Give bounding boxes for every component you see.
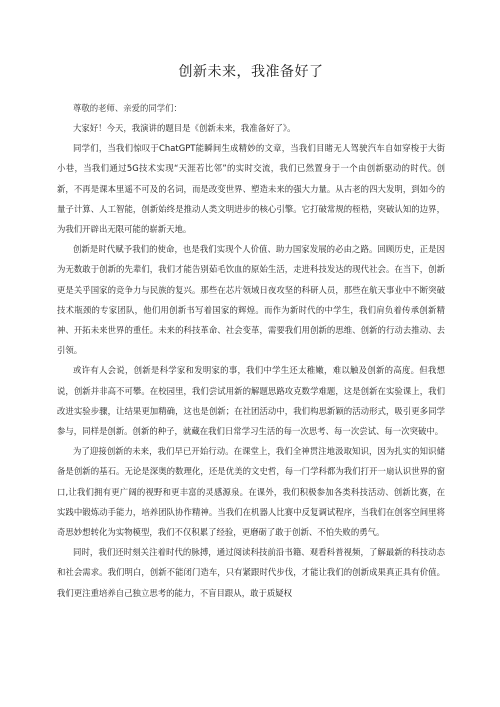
paragraph-mission: 创新是时代赋予我们的使命，也是我们实现个人价值、助力国家发展的必由之路。回顾历史，正是因为无数敢于创新的先辈们，我们才能告别茹毛饮血的原始生活，走进科技发达的现代社会。在当下，创新更是关乎国家的竞争力与民族的复兴。那些在芯片领域日夜攻坚的科研人员，那些在航天事业中不断突破技术瓶颈的专家团队，他们用创新书写着国家的辉煌。而作为新时代的中学生，我们肩负着传承创新精神、开拓未来世界的重任。未来的科技革命、社会变革，需要我们用创新的思维、创新的行动去推动、去引领。 <box>57 244 445 356</box>
paragraph-actions: 为了迎接创新的未来，我们早已开始行动。在课堂上，我们全神贯注地汲取知识，因为扎实的知识储备是创新的基石。无论是深奥的数理化，还是优美的文史哲，每一门学科都为我们打开一扇认识世界的窗口,让我们拥有更广阔的视野和更丰富的灵感源泉。在课外，我们积极参加各类科技活动、创新比赛，在实践中锻炼动手能力，培养团队协作精神。当我们在机器人比赛中反复调试程序，当我们在创客空间里将奇思妙想转化为实物模型，我们不仅积累了经验，更磨砺了敢于创新、不怕失败的勇气。 <box>57 446 445 538</box>
paragraph-everyday-innovation: 或许有人会说，创新是科学家和发明家的事，我们中学生还太稚嫩，难以触及创新的高度。但我想说，创新并非高不可攀。在校园里，我们尝试用新的解题思路攻克数学难题，这是创新在实验课上，我们改进实验步骤，让结果更加精确，这也是创新；在社团活动中，我们构思新颖的活动形式，吸引更多同学参与，同样是创新。创新的种子，就藏在我们日常学习生活的每一次思考、每一次尝试、每一次突破中。 <box>57 365 445 437</box>
paragraph-times: 同时，我们还时刻关注着时代的脉搏，通过阅读科技前沿书籍、观看科普视频，了解最新的科技动态和社会需求。我们明白，创新不能闭门造车，只有紧跟时代步伐，才能让我们的创新成果真正具有价值。我们更注重培养自己独立思考的能力，不盲目跟从，敢于质疑权 <box>57 547 445 598</box>
salutation: 尊敬的老师、亲爱的同学们： <box>73 103 182 113</box>
paragraph-innovation-era: 同学们，当我们惊叹于ChatGPT能瞬间生成精妙的文章，当我们目睹无人驾驶汽车自如穿梭于大街小巷，当我们通过5G技术实现“天涯若比邻”的实时交流，我们已然置身于一个由创新驱动的时代。创新，不再是课本里遥不可及的名词，而是改变世界、塑造未来的强大力量。从古老的四大发明，到如今的量子计算、人工智能，创新始终是推动人类文明进步的核心引擎。它打破常规的桎梏，突破认知的边界，为我们开辟出无限可能的崭新天地。 <box>57 143 445 235</box>
paragraph-greeting: 大家好！今天，我演讲的题目是《创新未来，我准备好了》。 <box>73 123 296 133</box>
page-title: 创新未来，我准备好了 <box>178 64 324 80</box>
